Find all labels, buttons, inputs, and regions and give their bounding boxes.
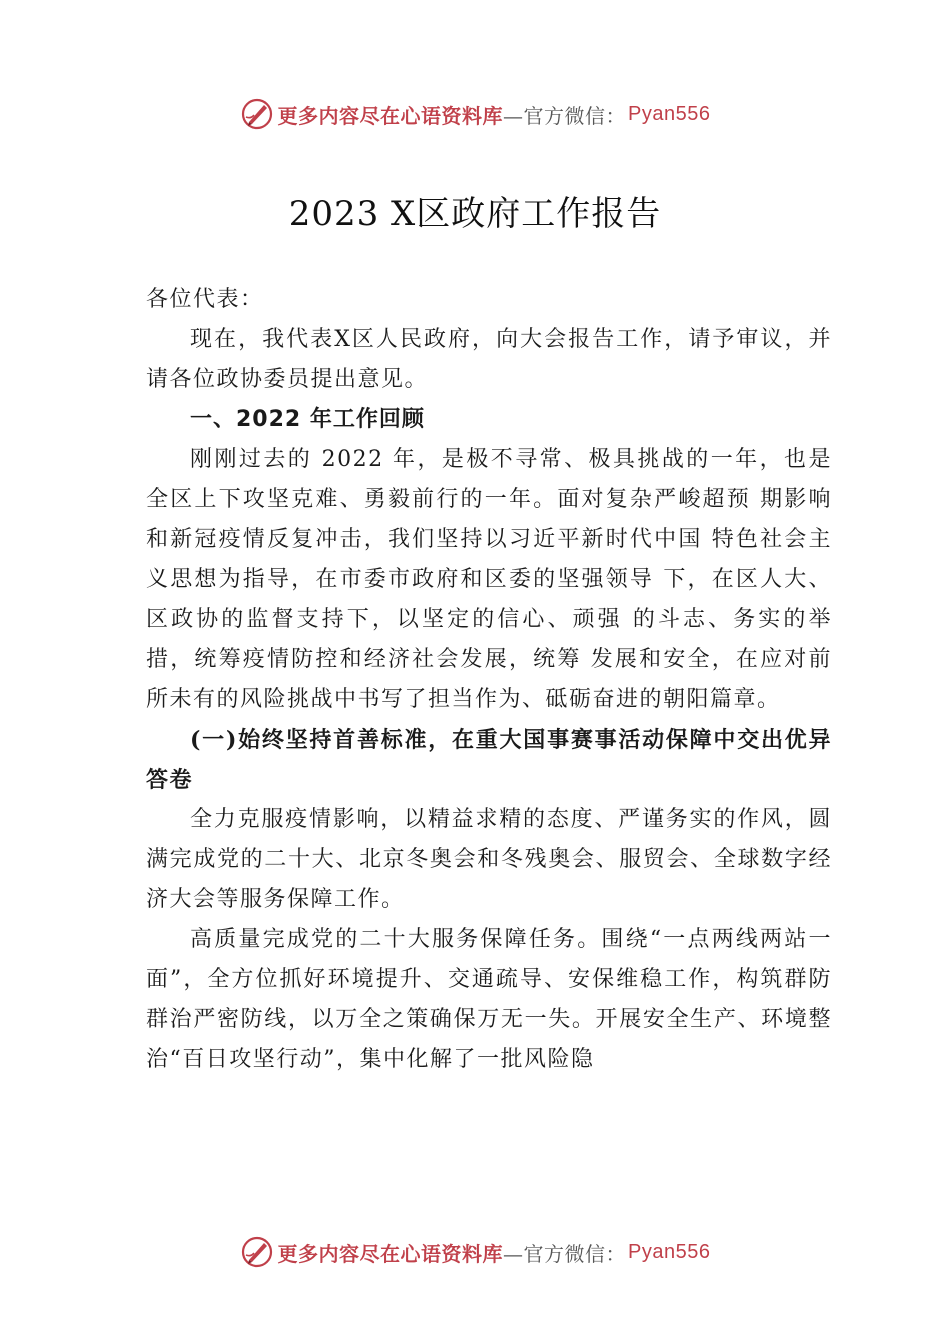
document-body bbox=[146, 280, 832, 1080]
header-watermark bbox=[0, 94, 950, 134]
pen-logo-icon bbox=[240, 1235, 274, 1269]
intro-paragraph: 现在，我代表X区人民政府，向大会报告工作，请予审议，并请各位政协委员提出意见。 bbox=[146, 327, 832, 392]
section-heading: 一、2022 年工作回顾 bbox=[190, 407, 425, 432]
document-title: 2023 X区政府工作报告 bbox=[288, 194, 662, 234]
subsection-paragraph-2: 高质量完成党的二十大服务保障任务。围绕“一点两线两站一面”，全方位抓好环境提升、交通疏导、安保维稳工作，构筑群防群治严密防线，以万全之策确保万无一失。开展安全生产、环境整治“百日攻坚行动”，集中化解了一批风险隐 bbox=[146, 927, 832, 1072]
watermark-main-text: 更多内容尽在心语资料库 bbox=[277, 1241, 504, 1266]
subsection-heading: (一)始终坚持首善标准，在重大国事赛事活动保障中交出优异答卷 bbox=[146, 727, 832, 793]
watermark-sub-text: —官方微信： bbox=[503, 1241, 627, 1266]
pen-logo-icon bbox=[240, 97, 274, 131]
section-paragraph: 刚刚过去的 2022 年，是极不寻常、极具挑战的一年，也是全区上下攻坚克难、勇毅前行的一年。面对复杂严峻超预 期影响和新冠疫情反复冲击，我们坚持以习近平新时代中国 特色社会主义思想为指导，在市委市政府和区委的坚强领导 下，在区人大、区政协的监督支持下，以坚定的信心、顽强 的斗志、务实的举措，统筹疫情防控和经济社会发展，统筹 发展和安全，在应对前所未有的风险挑战中书写了担当作为、砥砺奋进的朝阳篇章。 bbox=[146, 447, 832, 712]
watermark-wechat-id: Pyan556 bbox=[628, 102, 711, 125]
subsection-paragraph-1: 全力克服疫情影响，以精益求精的态度、严谨务实的作风，圆满完成党的二十大、北京冬奥会和冬残奥会、服贸会、全球数字经济大会等服务保障工作。 bbox=[146, 807, 832, 912]
footer-watermark bbox=[0, 1232, 950, 1272]
watermark-main-text: 更多内容尽在心语资料库 bbox=[277, 103, 504, 128]
watermark-wechat-id: Pyan556 bbox=[628, 1240, 711, 1263]
watermark-sub-text: —官方微信： bbox=[503, 103, 627, 128]
salutation: 各位代表： bbox=[146, 287, 264, 312]
